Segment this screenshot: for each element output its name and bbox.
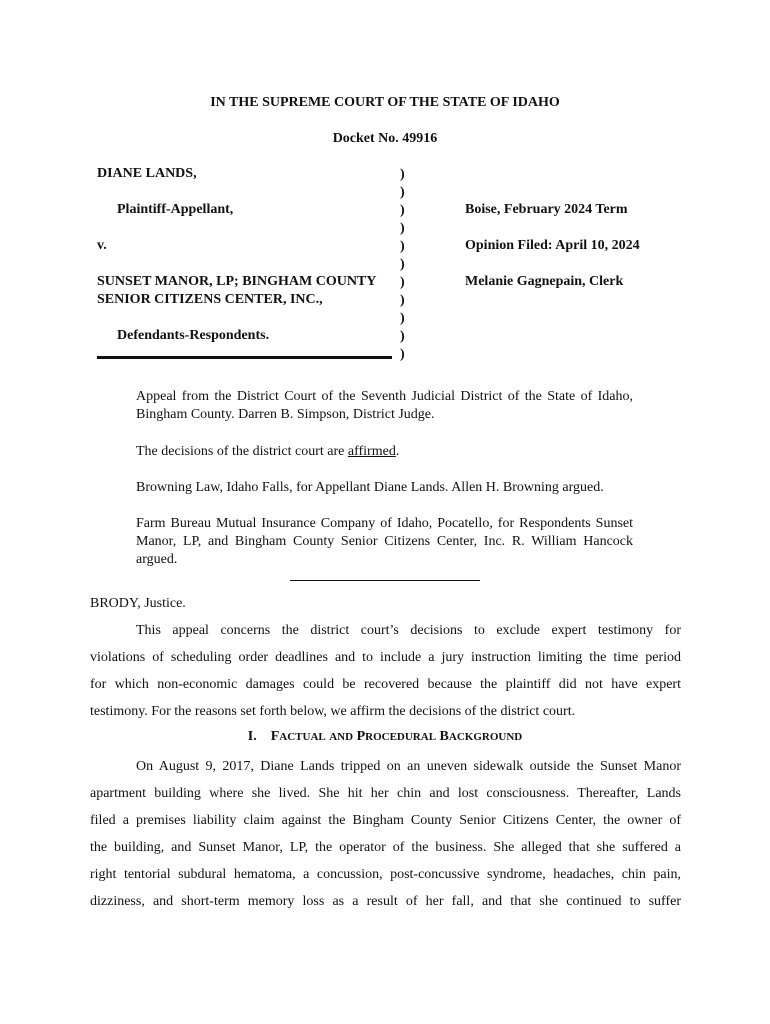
decision-suffix: . xyxy=(395,444,400,459)
appeal-from: Appeal from the District Court of the Seventh Judicial District of the State of Idaho, Bingham County. Darren B. Simpson, District Judge. xyxy=(136,389,633,422)
caption-rule xyxy=(97,356,392,359)
decision xyxy=(136,443,399,461)
paren: ) xyxy=(400,185,405,200)
intro-line: testimony. For the reasons set forth below, we affirm the decisions of the district court. xyxy=(90,704,576,719)
intro-line: for which non-economic damages could be recovered because the plaintiff did not have expert xyxy=(90,677,681,692)
decision-prefix: The decisions of the district court are xyxy=(136,444,348,459)
court-title: IN THE SUPREME COURT OF THE STATE OF IDAHO xyxy=(210,95,560,110)
paren: ) xyxy=(400,257,405,272)
defendant-name-line-2: SENIOR CITIZENS CENTER, INC., xyxy=(97,292,323,307)
background-line: filed a premises liability claim against the Bingham County Senior Citizens Center, the owner of xyxy=(90,813,681,828)
appellant-counsel: Browning Law, Idaho Falls, for Appellant Diane Lands. Allen H. Browning argued. xyxy=(136,480,604,495)
paren: ) xyxy=(400,167,405,182)
intro-line: violations of scheduling order deadlines and to include a jury instruction limiting the time period xyxy=(90,650,681,665)
paren: ) xyxy=(400,329,405,344)
term: Boise, February 2024 Term xyxy=(465,202,628,217)
section-number: I. xyxy=(247,729,257,744)
background-line: the building, and Sunset Manor, LP, the operator of the business. She alleged that she suffered a xyxy=(90,840,681,855)
section-title: FACTUAL AND PROCEDURAL BACKGROUND xyxy=(270,729,523,744)
background-line: right tentorial subdural hematoma, a concussion, post-concussive syndrome, headaches, chin pain, xyxy=(90,867,681,882)
background-line: apartment building where she lived. She hit her chin and lost consciousness. Thereafter, Lands xyxy=(90,786,681,801)
intro-line: This appeal concerns the district court’s decisions to exclude expert testimony for xyxy=(136,623,681,638)
background-line: On August 9, 2017, Diane Lands tripped on an uneven sidewalk outside the Sunset Manor xyxy=(136,759,681,774)
defendant-role: Defendants-Respondents. xyxy=(117,328,270,343)
plaintiff-name: DIANE LANDS, xyxy=(97,166,197,181)
section-heading xyxy=(0,729,770,745)
paren: ) xyxy=(400,293,405,308)
decision-word: affirmed xyxy=(347,444,396,459)
paren: ) xyxy=(400,275,405,290)
paren: ) xyxy=(400,239,405,254)
respondent-counsel: Farm Bureau Mutual Insurance Company of Idaho, Pocatello, for Respondents Sunset Manor, LP, and Bingham County Senior Citizens Center, Inc. R. William Hancock argued. xyxy=(136,516,633,567)
separator-line xyxy=(290,580,480,581)
clerk: Melanie Gagnepain, Clerk xyxy=(465,274,624,289)
opinion-author: BRODY, Justice. xyxy=(90,596,186,611)
paren: ) xyxy=(400,203,405,218)
opinion-filed: Opinion Filed: April 10, 2024 xyxy=(465,238,640,253)
paren: ) xyxy=(400,221,405,236)
paren: ) xyxy=(400,311,405,326)
background-line: dizziness, and short-term memory loss as a result of her fall, and that she continued to suffer xyxy=(90,894,681,909)
docket-number: Docket No. 49916 xyxy=(332,131,438,146)
plaintiff-role: Plaintiff-Appellant, xyxy=(117,202,234,217)
versus: v. xyxy=(97,238,107,253)
paren: ) xyxy=(400,347,405,362)
caption-parentheses xyxy=(400,166,405,364)
defendant-name-line-1: SUNSET MANOR, LP; BINGHAM COUNTY xyxy=(97,274,377,289)
